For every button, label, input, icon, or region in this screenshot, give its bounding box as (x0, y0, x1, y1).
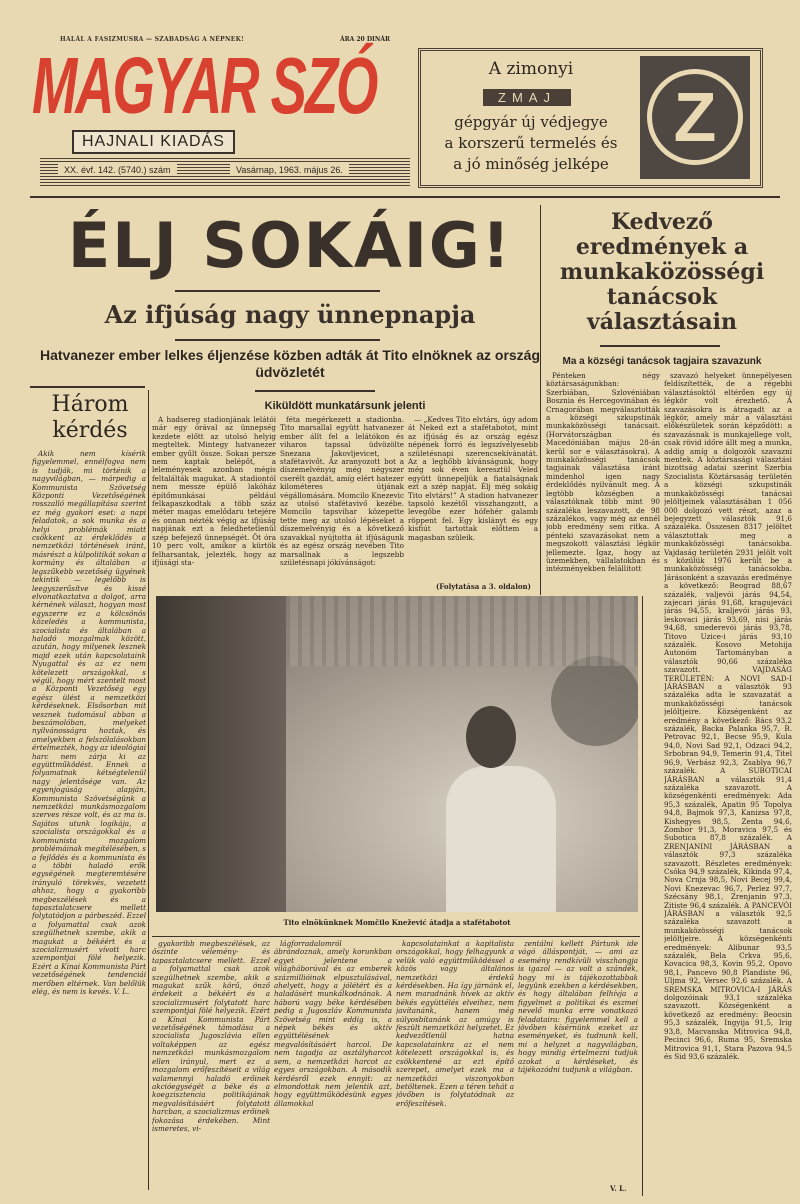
divider (642, 596, 643, 1196)
divider (255, 390, 375, 392)
ad-brand: ZMAJ (483, 89, 571, 106)
divider (175, 290, 380, 292)
issue-number: XX. évf. 142. (5740.) szám (58, 164, 177, 176)
ad-line4: a jó minőség jelképe (453, 155, 609, 173)
newspaper-logo (32, 41, 412, 154)
main-article-col3: — „Kedves Tito elvtárs, úgy adom át Neked ezt a stafétabotot, mint az ifjúság és az ország egész népének forró és legszívélyesebb születésnapi szerencsekívánatát. Az a leghőbb kívánságunk, hogy még sok éven keresztül Veled együtt ünnepeljük a fiatalságnak ezt a szép napját. Élj még sokáig Tito elvtárs!” A stadion hatvanezer tapsoló kezétől visszhangzott, a levegőbe ezer hófehér galamb röppent fel. Egy kislányt és egy kisfiút tartottak előttem a magasban szüleik. (408, 416, 538, 542)
zmaj-advertisement (418, 48, 763, 188)
ad-line1: A zimonyi (488, 59, 574, 79)
left-article-title: Három kérdés (51, 392, 129, 443)
main-deck: Hatvanezer ember lelkes éljenzése közben adták át Tito elnöknek az ország üdvözletét (39, 347, 541, 380)
signature: V. L. (610, 1184, 627, 1193)
logo-title: MAGYAR SZÓ (32, 41, 377, 130)
left-article-body: Akik nem kísérik figyelemmel, ennélfogva nem is tudják, mi történik a nagyvilágban, — márpedig a Kommunista Szövetség Központi Vezetőségének rosszalló megállapítása szerint ez még gyakori eset: a napi feladatok, a sok munka és a helyi problémák miatt csökkent az érdeklődés a nemzetközi történések iránt, másrészt a külpolitikát sokan a kormány és általában a legszűkebb vezetőség ügyének tekintik — legelőbb is leegyszerűsítve és kissé elvonatkoztatva a dolgot, arra kérnének választ, hogyan most egyszerre ez a kölcsönös közeledés a kommunista, szocialista és általában a haladó mozgalmak között, azután, hogy milyenek lesznek majd ezek után kapcsolataink Nyugattal és az ez nem kötelezett országokkal, s végül, hogy mért szentelt most a Központi Vezetőség egy egész ülést a nemzetközi kérdéseknek. Elsősorban mit vesznek tudomásul abban a beszámolóban, melyeket nyilvánosságra hoztak, és amelyekben a felszólalásokban értelmezték, hogy az ideológiai harc nem zárja ki az együttműködést. Ennek a folyamatnak kétségtelenül nagy jelentősége van. Az egyenjogúság alapján, Kommunista Szövetségünk a nemzetközi munkásmozgalom szerves része volt, és az ma is. Sajátos utunk logikája, a szocialista országokkal és a kommunista mozgalom problémáinak megítélésében, s a fejlődés és a kommunista és a többi haladó erők egységének megteremtésére irányuló törekvés, vezetett ahhoz, hogy a gyakoribb megbeszélések és a tapasztalatcsere mellett folytatódjon a párbeszéd. Ezzel a folyamattal csak azok szegülhetnek szembe, akik a magukat a békéért és a szocializmusért vívott harc szempontjai fölé helyezik. Ezért a Kínai Kommunista Párt vezetőségének tendenciái merőben eltérnek. Van belőlük elég, és nem is kevés. V. L. (32, 450, 146, 996)
continued-note: (Folytatása a 3. oldalon) (436, 582, 531, 591)
issue-date: Vasárnap, 1963. május 26. (230, 164, 349, 176)
bottom-col2: lágforradalomról ábrándoznak, amely korunkban egyet jelentene a világháborúval és az emberek százmillióinak elpusztulásával, ahelyett, hogy a jólétért és a haladásért munkálkodnának. A háború vagy béke kérdésében pedig a Jugoszláv Kommunista Szövetség mint eddig is, a népek békés és aktív együttélésének megvalósításáért harcol. De nem tagadja az osztályharcot sem, a nemzetközi harcot az egyes országokban. A második kérdésről ezek ennyit: az elmondottak nem jelentik azt, hogy együttműködésünk egyes államokkal (274, 940, 392, 1108)
divider (540, 205, 541, 595)
byline: Kiküldött munkatársunk jelenti (264, 400, 426, 412)
main-article-col1: A hadsereg stadionjának lelátói már egy órával az ünnepség kezdete előtt az utolsó helyig megteltek. Mintegy hatvanezer ember gyűlt össze. Sokan persze nem kaptak belépőt, a leleményesek azonban mégis feltalálták magukat. A stadiontól nem messze épülő lakóház építőmunkásai például felkapaszkodtak a több száz méter magas emelődaru tetejére és onnan nézték végig az ifjúság napjának ezt a feledhetetlenül szép befejező ünnepségét. Öt óra 10 perc volt, amikor a kürtök felharsantak, jelezték, hogy az ifjúsági sta- (152, 416, 276, 567)
bottom-col1: gyakoribb megbeszélések, az őszinte vélemény- és tapasztalatcsere mellett. Ezzel a folyamattal csak azok szegülhetnek szembe, akik a magukat szűk körű, önző érdekeit a békéért és a szocializmusért folytatott harc szempontjai fölé helyezik. Ezért a Kínai Kommunista Párt vezetőségének támadása a szocialista Jugoszlávia ellen voltaképpen az egész nemzetközi munkásmozgalom ellen irányul, mert ez a mozgalom erőfeszítéseit a világ valamennyi haladó erőinek akcióegységét a béke és a koegzisztencia politikájának megvalósításáért folytatott harcban, a szocializmus erőinek fokozása érdekében. Mint ismeretes, vi- (152, 940, 270, 1133)
right-headline: Kedvező eredmények a munkaközösségi tanácsok választásain (559, 209, 765, 335)
edition-stamp: HAJNALI KIADÁS (72, 130, 235, 154)
photo-caption: Tito elnökünknek Momčilo Knežević átadja a stafétabotot (283, 918, 511, 927)
divider (30, 196, 780, 198)
right-article-col1: Pénteken négy köztársaságunkban: Szerbiában, Szlovéniában Bosznia és Hercegovinában és Crnagorában megválasztották a községi szkupstinák munkaközösségi tanácsait. (Horvátországban és Macedóniában május 28-án kerül sor e választásokra). A munkaközösségi tanácsok tagjainak választása iránt mindenhol igen nagy érdeklődés nyilvánult meg. A legtöbb községben a választóknak több mint 90 százaléka leszavazott, de 98 százalékos, vagy még az ennél jobb eredmény sem ritka. A pénteki szavazásokat nem a megszokott választási légkör jellemezte. Igaz, hogy az üzemekben, vállalatokban és intézményekben felállított (546, 372, 660, 574)
ad-line2: gépgyár új védjegye (454, 113, 608, 131)
divider (152, 936, 640, 937)
zmaj-logo-icon: Z (640, 56, 750, 179)
divider (148, 390, 149, 1190)
photo-tito-relay-baton (156, 596, 638, 912)
divider (175, 339, 380, 341)
right-subheadline: Ma a községi tanácsok tagjaira szavazunk (562, 356, 762, 367)
main-article-col2: féta megérkezett a stadionba. Tito marsallal együtt hatvanezer ember állt fel a lelátókon és viharos tapssal üdvözölte Snezana Jakovljevicet, a stafétavivőt. Az aranyozott bot a díszemelvényig még négyszer cserélt gazdát, amíg elért hatezer kilométeres útjának végállomására. Momcilo Knezevic az utolsó stafétavivő kezébe. Momcilo tapsvihar közepette tette meg az utolsó lépéseket a díszemelvényig és a következő szavakkal nyújtotta át ifjúságunk és az egész ország nevében Tito marsallnak a legszebb születésnapi jókívánságot: (280, 416, 404, 567)
main-headline: ÉLJ SOKÁIG! (67, 209, 513, 282)
bottom-col4: zentálni kellett Pártunk ide vágó álláspontját, — ami az esemény rendkívüli visszhangja is igazol — az volt a szándék, hogy mi is tájékozottabbak legyünk ezekben a kérdésekben, és hogy általában felhívja a figyelmet a politikai és eszmei nevelő munka erre vonatkozó feladataira: figyelemmel kell a jövőben kísérnünk ezeket az eseményeket, és tudnunk kell, mi a helyzet a nagyvilágban, hogy mindig értelmezni tudjuk azokat a kérdéseket, és tájékozódni tudjunk a világban. (518, 940, 638, 1075)
bottom-col3: kapcsolatainkat a kapitalista országokkal, hogy felhagyunk a velük való együttműködéssel a közös vagy általános nemzetközi érdekű kérdésekben. Ha így járnánk el, nem maradnánk hívek az aktív békés együttélés elveihez, nem javítanánk, hanem még súlyosbítanánk az amúgy is feszült nemzetközi helyzetet. Ez kedvezőtlenül hatna kapcsolatainkra az el nem kötelezett országokkal is, és csökkentené az ezt építő szerepet, amelyet ezek ma a nemzetközi viszonyokban betöltenek. Ezen a téren tehát a jövőben is folytatódnak az erőfeszítések. (396, 940, 514, 1108)
issue-bar (40, 158, 410, 186)
right-article-col2: szavazó helyeket ünnepélyesen feldíszítették, de a régebbi választásoktól eltérően egy új légkör volt érezhető. A szavazásokra is átragadt az a légkör, amely már a választási előkészületek során képződött: a szavazásnak is munkajellege volt, csak rövid időre állt meg a munka, addig amíg a dolgozók szavazni mentek. A köztársasági választási bizottság adatai szerint Szerbia Szocialista Köztársaság területén a községi szkupstinák munkaközösségi tanácsai jelöltjeinek választásában 1 056 000 dolgozó vett részt, azaz a bejegyzett választók 91,6 százaléka. Összesen 8317 jelöltet választottak meg a munkaközösségi tanácsokba. Vajdaság területén 2931 jelölt volt s közülük 1976 került be a munkaközösségi tanácsokba. Járásonként a szavazás eredménye a következő: Beograd 88,67 százalék, valjevói járás 94,54, zajecari járás 91,68, kragujeváci járás 94,55, kraljevói járás 93, leskovaci járás 93,69, nisi járás 94,68, smederevói járás 93,78, Titovo Uzice-i járás 93,10 százalék. Kosovo Metohija Autonóm Tartományban a választók 90,66 százaléka szavazott. VAJDASÁG TERÜLETÉN: A NOVI SAD-I JÁRÁSBAN a választók 93 százaléka adta le szavazatát a munkaközösségi tanácsok jelöltjeire. Községenként az eredmény a következő: Bács 93,2 százalék, Backa Palanka 95,7, B. Petrovac 92,1, Becse 95,9, Kula 94,0, Novi Sad 92,1, Odzaci 94,2, Srbobran 94,9, Temerin 91,4, Titel 96,9, Verbász 92,3, Zsablya 96,7 százalék. A SUBOTICAI JÁRÁSBAN a választók 91,4 százaléka szavazott. A községenkénti eredmények: Ada 95,3 százalék, Apatin 95 Topolya 94,8, Bajmok 97,3, Kanizsa 97,8, Kishegyes 98,5, Zenta 94,6, Zombor 91,3, Moravica 97,5 és Subotica 87,8 százalék. A ZRENJANINI JÁRÁSBAN a választók 97,3 százaléka szavazott. Részletes eredmények: Csóka 94,9 százalék, Kikinda 97,4, Nova Crnja 98,5, Novi Becej 99,4, Novi Knezevac 96,7, Perlez 97,7, Szécsány 98,1, Zrenjanin 97,3, Zitiste 96,4 százalék. A PANCEVÓI JÁRÁSBAN a választók 92,5 százaléka szavazott a munkaközösségi tanácsok jelöltjeire. A községenkénti eredmények: Alibunar 93,5 százalék, Bela Crkva 95,6, Kovacica 98,3, Kovin 95,2, Opovo 98,1, Pancevo 90,8 Plandiste 96, Uljma 92, Versec 92,6 százalék. A SREMSKA MITROVICA-I JÁRÁS dolgozóinak 93,1 százaléka szavazott. Községenként a következő az eredmény: Beocsin 95,3 százalék, Ingyija 91,5, Irig 93,8, Macvanska Mitrovica 94,8, Pecinci 96,6, Ruma 95, Sremska Mitrovica 91,1, Stara Pazova 94,5 és Sid 93,6 százalék. (664, 372, 792, 1061)
masthead-motto: HALÁL A FASIZMUSRA — SZABADSÁG A NÉPNEK! (60, 36, 245, 43)
ad-line3: a korszerű termelés és (444, 134, 618, 152)
main-subheadline: Az ifjúság nagy ünnepnapja (104, 300, 476, 329)
divider (600, 345, 720, 347)
price: ÁRA 20 DINÁR (340, 36, 390, 43)
divider (30, 386, 145, 388)
